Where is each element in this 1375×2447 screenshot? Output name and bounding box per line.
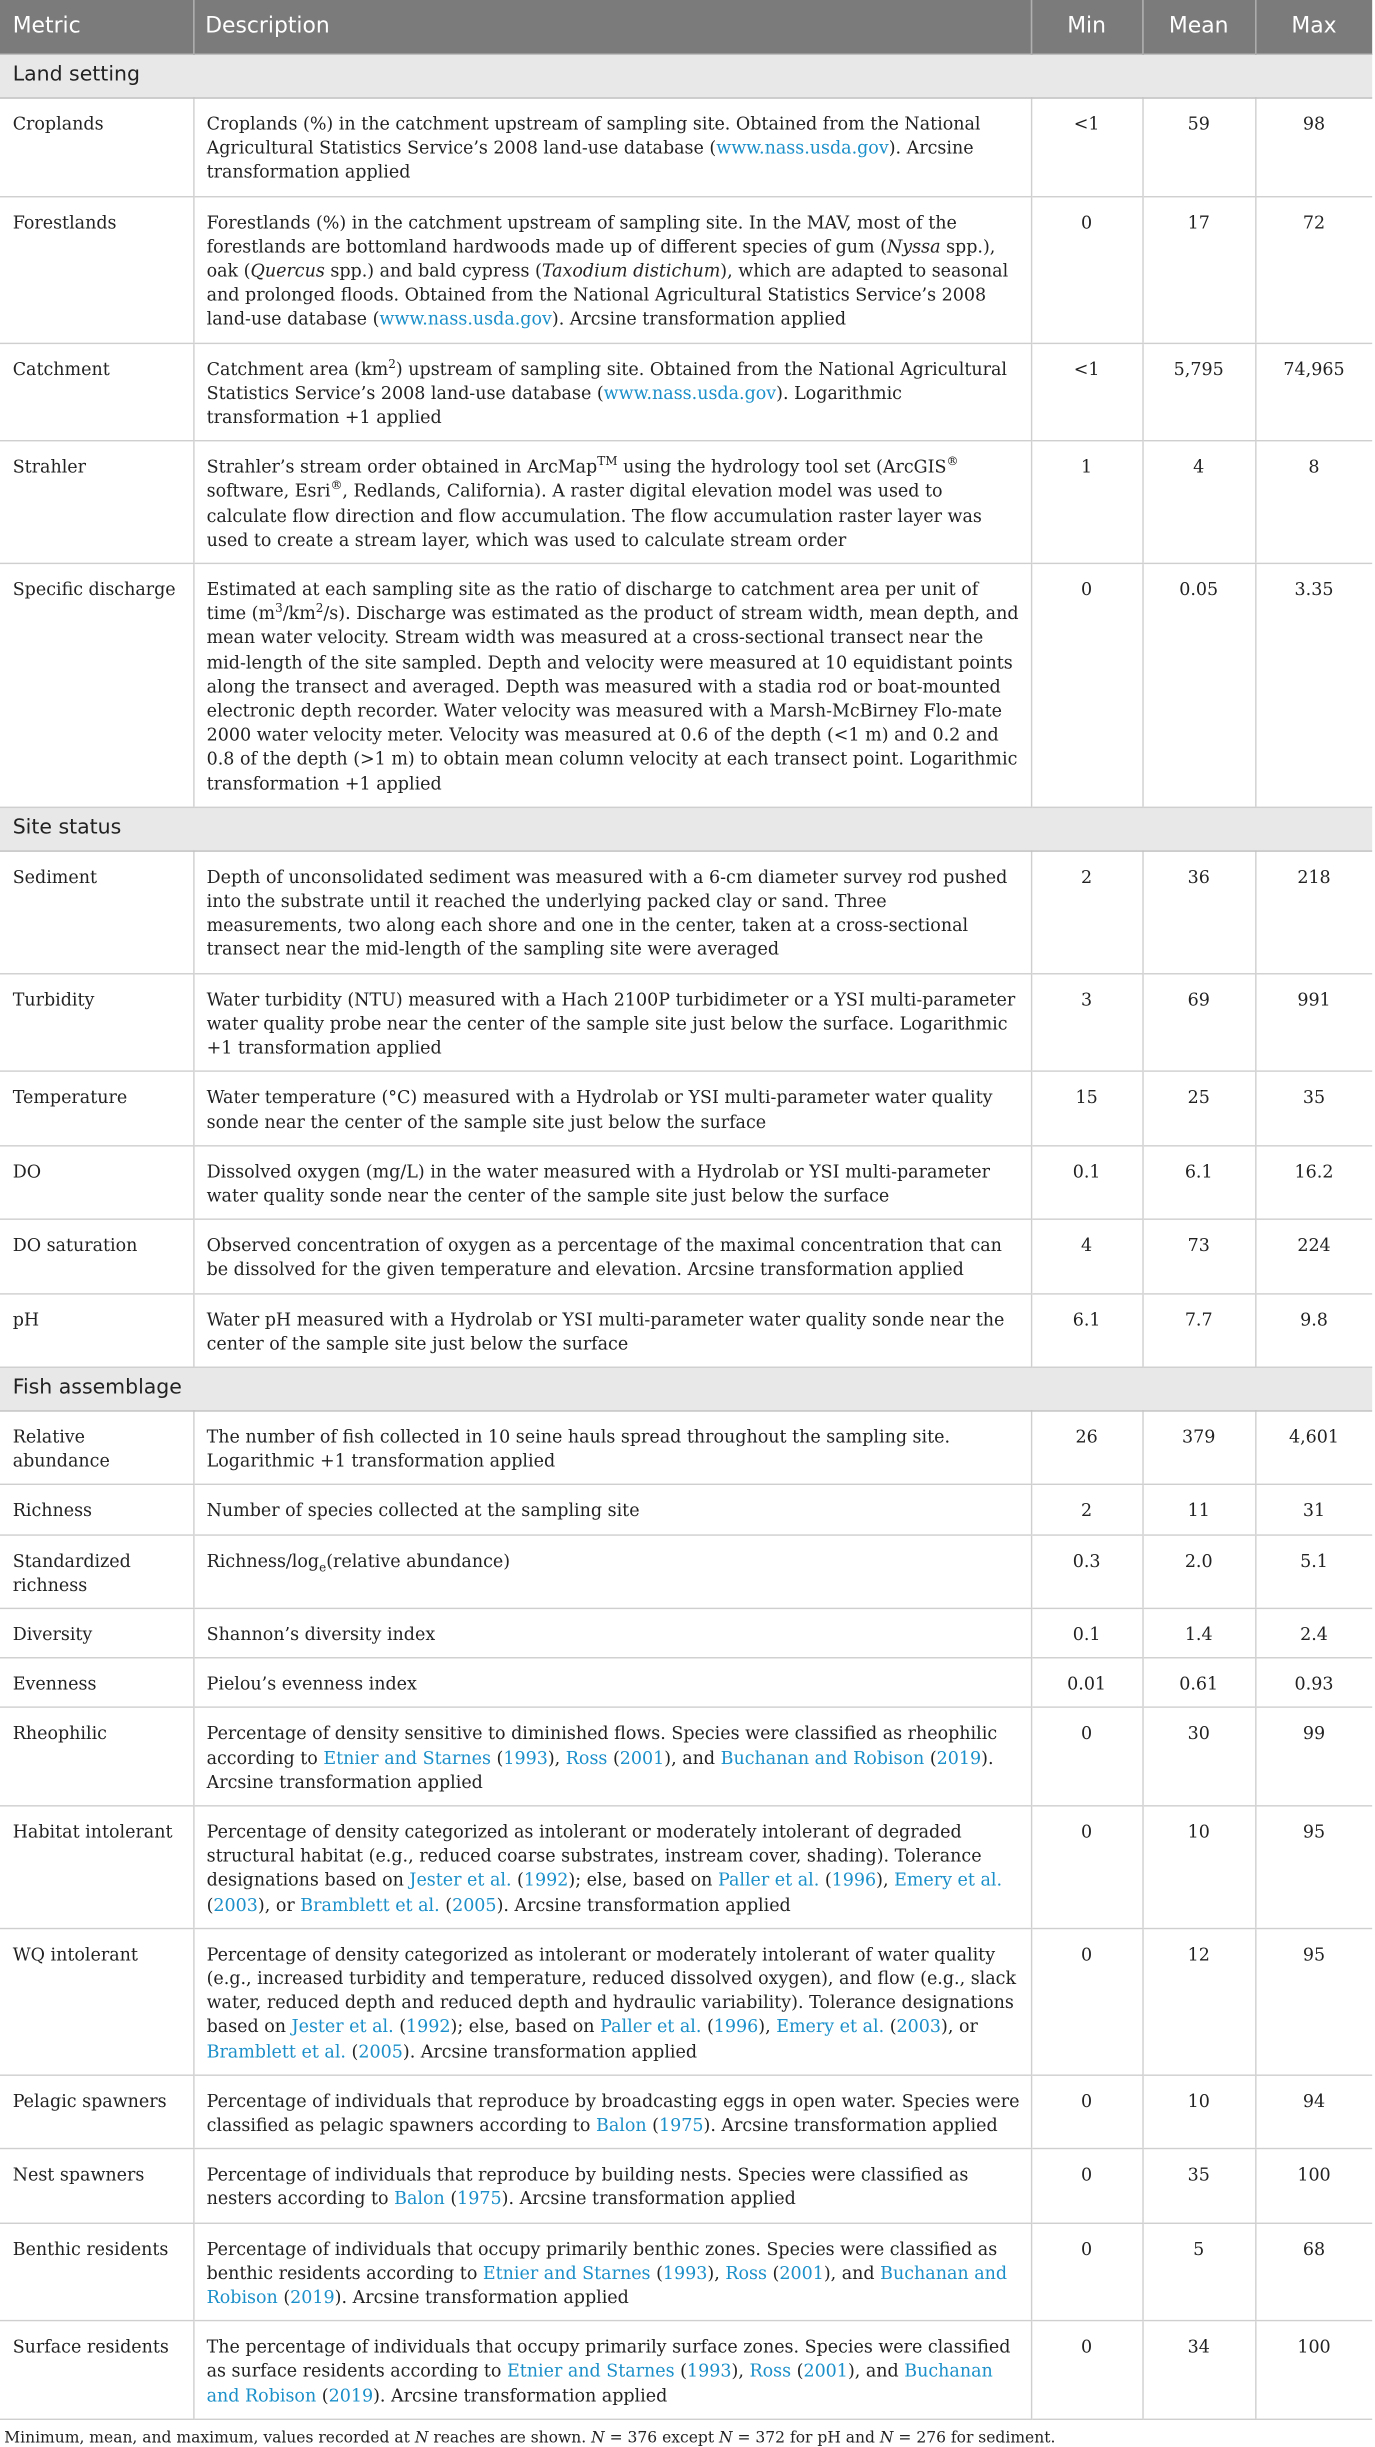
metric-cell: Turbidity (0, 973, 193, 1071)
mean-cell: 11 (1142, 1485, 1255, 1535)
citation-link[interactable]: Ross (565, 1746, 608, 1768)
text-run: ( (277, 2286, 291, 2308)
max-cell: 95 (1255, 1928, 1372, 2075)
max-cell: 2.4 (1255, 1608, 1372, 1658)
text-run: The number of fish collected in 10 seine hauls spread throughout the sampling site. Logarithmic +1 transformation applied (206, 1425, 951, 1472)
table-row (0, 1293, 1372, 1367)
text-run: ) upstream of sampling site. Obtained from the National Agricultural Statistics Service’s 2008 land-use database ( (206, 357, 1008, 404)
header-description: Description (193, 0, 1031, 54)
text-run: ( (393, 2015, 407, 2037)
description-cell (193, 1534, 1031, 1608)
citation-link[interactable]: Ross (749, 2359, 792, 2382)
header-min: Min (1031, 0, 1142, 54)
metric-cell: Nest spawners (0, 2149, 193, 2223)
text-run: ), (707, 2261, 726, 2283)
metric-cell: Pelagic spawners (0, 2075, 193, 2149)
metric-cell: Standardized richness (0, 1534, 193, 1608)
table-row (0, 1072, 1372, 1146)
citation-link[interactable]: Etnier and Starnes (323, 1746, 491, 1768)
citation-link[interactable]: 1993 (503, 1746, 548, 1768)
text-run: ). Arcsine transformation applied (373, 2384, 668, 2406)
text-run: = 376 except (604, 2428, 719, 2447)
citation-link[interactable]: 2019 (328, 2384, 374, 2406)
metric-cell: Surface residents (0, 2321, 193, 2419)
citation-link[interactable]: Ross (725, 2261, 767, 2283)
text-run: ). Arcsine transformation applied (551, 308, 847, 330)
text-run: ), or (257, 1893, 301, 1915)
max-cell: 9.8 (1255, 1293, 1372, 1367)
citation-link[interactable]: 2005 (358, 2040, 403, 2062)
table-row (0, 1608, 1372, 1658)
text-run: Taxodium distichum (541, 259, 721, 281)
max-cell: 35 (1255, 1072, 1372, 1146)
table-row (0, 343, 1372, 441)
min-cell: 0 (1031, 2321, 1142, 2419)
citation-link[interactable]: 2003 (213, 1893, 258, 1915)
text-run: Number of species collected at the sampling site (206, 1499, 640, 1521)
description-cell (193, 1219, 1031, 1293)
metric-cell: Evenness (0, 1658, 193, 1708)
text-run: 2 (315, 602, 324, 617)
table-row (0, 1145, 1372, 1219)
text-run: ), (547, 1746, 566, 1768)
text-run: ). Arcsine transformation applied (703, 2113, 998, 2136)
table-header (0, 0, 1372, 54)
max-cell: 100 (1255, 2149, 1372, 2223)
metric-cell: Rheophilic (0, 1708, 193, 1806)
text-run: ), which are adapted to seasonal and prolonged floods. Obtained from the National Agricultural Statistics Service’s 2008 land-use database ( (206, 259, 1009, 330)
citation-link[interactable]: Paller et al. (717, 1869, 820, 1891)
min-cell: 6.1 (1031, 1293, 1142, 1367)
min-cell: 0 (1031, 2075, 1142, 2149)
citation-link[interactable]: Balon (394, 2187, 445, 2210)
description-cell (193, 1485, 1031, 1535)
section-row (0, 54, 1372, 98)
citation-link[interactable]: Paller et al. (600, 2015, 702, 2037)
text-run: ). Arcsine transformation applied (206, 1746, 994, 1793)
text-run: ( (439, 1893, 453, 1915)
header-mean: Mean (1142, 0, 1255, 54)
text-run: 2 (388, 357, 396, 372)
max-cell: 218 (1255, 851, 1372, 973)
citation-link[interactable]: Etnier and Starnes (482, 2261, 651, 2283)
text-run: = 372 for pH and (732, 2428, 880, 2447)
table-row (0, 973, 1372, 1071)
text-run: Water pH measured with a Hydrolab or YSI multi-parameter water quality sonde near the center of the sample site just below the surface (206, 1308, 1005, 1354)
min-cell: 2 (1031, 851, 1142, 973)
description-cell (193, 1806, 1031, 1928)
text-run: software, Esri (206, 480, 331, 502)
text-run: ), (731, 2359, 750, 2382)
section-title: Site status (0, 807, 1372, 851)
citation-link[interactable]: Jester et al. (291, 2015, 394, 2037)
mean-cell: 4 (1142, 441, 1255, 563)
section-row (0, 1367, 1372, 1411)
mean-cell: 379 (1142, 1411, 1255, 1485)
description-cell (193, 2321, 1031, 2419)
citation-link[interactable]: Buchanan and Robison (206, 2261, 1008, 2308)
citation-link[interactable]: www.nass.usda.gov (379, 308, 552, 330)
text-run: ), (876, 1869, 895, 1891)
metric-cell: Forestlands (0, 196, 193, 343)
text-run: ( (345, 2040, 359, 2062)
text-run: ), and (664, 1746, 721, 1768)
text-run: ). Arcsine transformation applied (206, 137, 974, 183)
metric-cell: Habitat intolerant (0, 1806, 193, 1928)
text-run: Quercus (250, 259, 325, 281)
text-run: , Redlands, California). A raster digital elevation model was used to calculate flow direction and flow accumulation. The flow accumulation raster layer was used to create a stream layer, which was used to calculate stream order (206, 480, 982, 550)
table-row (0, 2223, 1372, 2321)
mean-cell: 10 (1142, 2075, 1255, 2149)
section-row (0, 807, 1372, 851)
citation-link[interactable]: 2003 (896, 2015, 942, 2037)
min-cell: 0 (1031, 196, 1142, 343)
metric-cell: DO (0, 1145, 193, 1219)
description-cell (193, 851, 1031, 973)
description-cell (193, 1293, 1031, 1367)
mean-cell: 0.61 (1142, 1658, 1255, 1708)
citation-link[interactable]: Buchanan and Robison (720, 1746, 925, 1768)
citation-link[interactable]: Bramblett et al. (300, 1893, 440, 1915)
text-run: ( (650, 2261, 663, 2283)
citation-link[interactable]: 2001 (779, 2261, 824, 2283)
metric-cell: Benthic residents (0, 2223, 193, 2321)
text-run: ). Logarithmic transformation +1 applied (206, 381, 902, 428)
text-run: Croplands (%) in the catchment upstream of sampling site. Obtained from the National Agricultural Statistics Service’s 2008 land-use database ( (206, 112, 981, 159)
metric-cell: Croplands (0, 98, 193, 196)
table-row (0, 1928, 1372, 2075)
text-run: ( (701, 2015, 714, 2037)
min-cell: 0 (1031, 2223, 1142, 2321)
max-cell: 224 (1255, 1219, 1372, 1293)
text-run: Percentage of individuals that reproduce by broadcasting eggs in open water. Species were classified as pelagic spawners according to (206, 2089, 1020, 2136)
min-cell: 0 (1031, 563, 1142, 807)
max-cell: 74,965 (1255, 343, 1372, 441)
mean-cell: 0.05 (1142, 563, 1255, 807)
metric-cell: Diversity (0, 1608, 193, 1658)
text-run: N (718, 2428, 733, 2447)
metric-cell: Strahler (0, 441, 193, 563)
min-cell: 1 (1031, 441, 1142, 563)
metric-cell: DO saturation (0, 1219, 193, 1293)
table-row (0, 441, 1372, 563)
table-row (0, 1534, 1372, 1608)
description-cell (193, 1658, 1031, 1708)
mean-cell: 12 (1142, 1928, 1255, 2075)
text-run: ( (924, 1746, 937, 1768)
mean-cell: 34 (1142, 2321, 1255, 2419)
table-row (0, 1708, 1372, 1806)
max-cell: 98 (1255, 98, 1372, 196)
max-cell: 72 (1255, 196, 1372, 343)
text-run: ). Arcsine transformation applied (501, 2187, 796, 2210)
text-run: Minimum, mean, and maximum, values recorded at (4, 2428, 415, 2447)
citation-link[interactable]: 1992 (523, 1869, 569, 1891)
max-cell: 68 (1255, 2223, 1372, 2321)
metric-cell: Richness (0, 1485, 193, 1535)
mean-cell: 7.7 (1142, 1293, 1255, 1367)
mean-cell: 36 (1142, 851, 1255, 973)
mean-cell: 69 (1142, 973, 1255, 1071)
mean-cell: 2.0 (1142, 1534, 1255, 1608)
mean-cell: 17 (1142, 196, 1255, 343)
description-cell (193, 343, 1031, 441)
text-run: Water temperature (°C) measured with a Hydrolab or YSI multi-parameter water quality sonde near the center of the sample site just below the surface (206, 1086, 993, 1132)
table-row (0, 1806, 1372, 1928)
text-run: ( (607, 1746, 620, 1768)
text-run: N (414, 2428, 429, 2447)
text-run: Catchment area (km (206, 357, 389, 379)
mean-cell: 1.4 (1142, 1608, 1255, 1658)
header-row (0, 0, 1372, 54)
description-cell (193, 1928, 1031, 2075)
min-cell: 4 (1031, 1219, 1142, 1293)
mean-cell: 5,795 (1142, 343, 1255, 441)
text-run: = 276 for sediment. (893, 2428, 1056, 2447)
text-run: /s). Discharge was estimated as the product of stream width, mean depth, and mean water velocity. Stream width was measured at a cross-sectional transect near the mid-length of the site sampled. Depth and velocity were measured at 10 equidistant points along the transect and averaged. Depth was measured with a stadia rod or boat-mounted electronic depth recorder. Water velocity was measured with a Marsh-McBirney Flo-mate 2000 water velocity meter. Velocity was measured at 0.6 of the depth (<1 m) and 0.2 and 0.8 of the depth (>1 m) to obtain mean column velocity at each transect point. Logarithmic transformation +1 applied (206, 602, 1019, 794)
max-cell: 5.1 (1255, 1534, 1372, 1608)
text-run: Percentage of density categorized as intolerant or moderately intolerant of water quality (e.g., increased turbidity and temperature, reduced dissolved oxygen), and flow (e.g., slack water, reduced depth and reduced depth and hydraulic variability). Tolerance designations based on (206, 1943, 1017, 2037)
text-run: ® (330, 479, 343, 495)
text-run: TM (597, 455, 618, 470)
mean-cell: 25 (1142, 1072, 1255, 1146)
citation-link[interactable]: 1993 (662, 2261, 708, 2283)
max-cell: 0.93 (1255, 1658, 1372, 1708)
citation-link[interactable]: www.nass.usda.gov (603, 381, 777, 404)
citation-link[interactable]: Bramblett et al. (206, 2040, 346, 2062)
text-run: ), and (823, 2261, 881, 2283)
table-row (0, 2075, 1372, 2149)
text-run: The percentage of individuals that occupy primarily surface zones. Species were classified as surface residents according to (206, 2335, 1011, 2382)
text-run: ( (490, 1746, 504, 1768)
citation-link[interactable]: 2001 (619, 1746, 665, 1768)
max-cell: 3.35 (1255, 563, 1372, 807)
citation-link[interactable]: 1996 (831, 1869, 877, 1891)
min-cell: 2 (1031, 1485, 1142, 1535)
metric-cell: Catchment (0, 343, 193, 441)
text-run: ( (819, 1869, 832, 1891)
min-cell: 0 (1031, 1928, 1142, 2075)
metric-cell: Sediment (0, 851, 193, 973)
text-run: ). Arcsine transformation applied (334, 2286, 629, 2308)
description-cell (193, 441, 1031, 563)
description-cell (193, 563, 1031, 807)
citation-link[interactable]: Buchanan and Robison (206, 2359, 993, 2406)
text-run: spp.) and bald cypress ( (324, 259, 542, 281)
max-cell: 991 (1255, 973, 1372, 1071)
text-run: ( (316, 2384, 329, 2406)
min-cell: 0 (1031, 2149, 1142, 2223)
mean-cell: 6.1 (1142, 1145, 1255, 1219)
description-cell (193, 196, 1031, 343)
text-run: ( (206, 1893, 214, 1915)
min-cell: 3 (1031, 973, 1142, 1071)
metric-cell: Relative abundance (0, 1411, 193, 1485)
citation-link[interactable]: 1993 (687, 2359, 732, 2382)
min-cell: 15 (1031, 1072, 1142, 1146)
min-cell: <1 (1031, 343, 1142, 441)
min-cell: 0 (1031, 1806, 1142, 1928)
text-run: ), or (941, 2015, 978, 2037)
description-cell (193, 1072, 1031, 1146)
metric-cell: WQ intolerant (0, 1928, 193, 2075)
min-cell: 0.01 (1031, 1658, 1142, 1708)
text-run: Percentage of individuals that occupy primarily benthic zones. Species were classified as benthic residents according to (206, 2237, 998, 2283)
text-run: ), (758, 2015, 777, 2037)
max-cell: 94 (1255, 2075, 1372, 2149)
text-run: ( (791, 2359, 804, 2382)
text-run: Percentage of individuals that reproduce by building nests. Species were classified as nesters according to (206, 2163, 969, 2210)
text-run: Percentage of density categorized as intolerant or moderately intolerant of degraded structural habitat (e.g., reduced coarse substrates, instream cover, shading). Tolerance designations based on (206, 1820, 982, 1891)
citation-link[interactable]: 1992 (406, 2015, 451, 2037)
text-run: ( (646, 2113, 660, 2136)
text-run: ( (444, 2187, 458, 2210)
description-cell (193, 2223, 1031, 2321)
text-run: ). Arcsine transformation applied (496, 1893, 791, 1915)
text-run: e (319, 1561, 327, 1576)
text-run: ); else, based on (450, 2015, 601, 2037)
min-cell: 26 (1031, 1411, 1142, 1485)
description-cell (193, 1708, 1031, 1806)
citation-link[interactable]: Balon (595, 2113, 647, 2136)
text-run: 3 (275, 602, 283, 617)
description-cell (193, 98, 1031, 196)
citation-link[interactable]: www.nass.usda.gov (716, 137, 889, 159)
text-run: Estimated at each sampling site as the ratio of discharge to catchment area per unit of time (m (206, 578, 979, 624)
text-run: ), and (847, 2359, 905, 2382)
text-run: ® (946, 455, 959, 470)
max-cell: 95 (1255, 1806, 1372, 1928)
text-run: ). Arcsine transformation applied (402, 2040, 698, 2062)
max-cell: 4,601 (1255, 1411, 1372, 1485)
citation-link[interactable]: 2019 (290, 2286, 335, 2308)
mean-cell: 35 (1142, 2149, 1255, 2223)
text-run: ); else, based on (568, 1869, 718, 1891)
text-run: ( (884, 2015, 897, 2037)
max-cell: 8 (1255, 441, 1372, 563)
text-run: reaches are shown. (428, 2428, 592, 2447)
max-cell: 16.2 (1255, 1145, 1372, 1219)
table-row (0, 1658, 1372, 1708)
text-run: Strahler’s stream order obtained in ArcMap (206, 455, 598, 477)
text-run: ( (766, 2261, 780, 2283)
metric-cell: pH (0, 1293, 193, 1367)
text-run: (relative abundance) (326, 1549, 511, 1571)
min-cell: 0.1 (1031, 1145, 1142, 1219)
table-row (0, 851, 1372, 973)
citation-link[interactable]: Emery et al. (776, 2015, 885, 2037)
mean-cell: 73 (1142, 1219, 1255, 1293)
text-run: Water turbidity (NTU) measured with a Hach 2100P turbidimeter or a YSI multi-parameter water quality probe near the center of the sample site just below the surface. Logarithmic +1 transformation applied (206, 988, 1016, 1058)
text-run: Nyssa (886, 235, 941, 257)
text-run: spp.), oak ( (206, 235, 996, 281)
mean-cell: 5 (1142, 2223, 1255, 2321)
mean-cell: 30 (1142, 1708, 1255, 1806)
description-cell (193, 1411, 1031, 1485)
max-cell: 31 (1255, 1485, 1372, 1535)
table-row (0, 563, 1372, 807)
citation-link[interactable]: 1975 (457, 2187, 502, 2210)
citation-link[interactable]: Emery et al. (894, 1869, 1003, 1891)
citation-link[interactable]: 2005 (452, 1893, 497, 1915)
max-cell: 100 (1255, 2321, 1372, 2419)
table-row (0, 1485, 1372, 1535)
citation-link[interactable]: 1975 (659, 2113, 704, 2136)
description-cell (193, 973, 1031, 1071)
citation-link[interactable]: 1996 (713, 2015, 759, 2037)
mean-cell: 10 (1142, 1806, 1255, 1928)
table-row (0, 196, 1372, 343)
table-row (0, 1411, 1372, 1485)
description-cell (193, 1145, 1031, 1219)
text-run: /km (282, 602, 316, 624)
table-row (0, 2321, 1372, 2419)
text-run: Dissolved oxygen (mg/L) in the water measured with a Hydrolab or YSI multi-parameter water quality sonde near the center of the sample site just below the surface (206, 1160, 991, 1206)
metric-cell: Temperature (0, 1072, 193, 1146)
min-cell: 0 (1031, 1708, 1142, 1806)
table-row (0, 1219, 1372, 1293)
section-title: Land setting (0, 54, 1372, 98)
text-run: Richness/log (206, 1549, 320, 1571)
section-title: Fish assemblage (0, 1367, 1372, 1411)
text-run: ( (674, 2359, 688, 2382)
header-metric: Metric (0, 0, 193, 54)
min-cell: 0.1 (1031, 1608, 1142, 1658)
citation-link[interactable]: Jester et al. (409, 1869, 512, 1891)
text-run: ( (511, 1869, 524, 1891)
description-cell (193, 2075, 1031, 2149)
text-run: Shannon’s diversity index (206, 1623, 436, 1645)
text-run: N (879, 2428, 894, 2447)
max-cell: 99 (1255, 1708, 1372, 1806)
text-run: using the hydrology tool set (ArcGIS (617, 455, 947, 477)
text-run: Depth of unconsolidated sediment was measured with a 6-cm diameter survey rod pushed into the substrate until it reached the underlying packed clay or sand. Three measurements, two along each shore and one in the center, taken at a cross-sectional transect near the mid-length of the sampling site were averaged (206, 865, 1008, 960)
metric-cell: Specific discharge (0, 563, 193, 807)
citation-link[interactable]: 2019 (936, 1746, 982, 1768)
min-cell: <1 (1031, 98, 1142, 196)
citation-link[interactable]: 2001 (803, 2359, 848, 2382)
header-max: Max (1255, 0, 1372, 54)
text-run: Forestlands (%) in the catchment upstream of sampling site. In the MAV, most of the forestlands are bottomland hardwoods made up of different species of gum ( (206, 210, 957, 257)
text-run: Percentage of density sensitive to diminished flows. Species were classified as rheophilic according to (206, 1722, 998, 1768)
table-row (0, 98, 1372, 196)
description-cell (193, 1608, 1031, 1658)
text-run: Observed concentration of oxygen as a percentage of the maximal concentration that can be dissolved for the given temperature and elevation. Arcsine transformation applied (206, 1234, 1002, 1280)
mean-cell: 59 (1142, 98, 1255, 196)
citation-link[interactable]: Etnier and Starnes (507, 2359, 675, 2382)
table-body (0, 54, 1372, 2419)
text-run: Pielou’s evenness index (206, 1672, 417, 1694)
table-footnote (0, 2420, 1375, 2447)
min-cell: 0.3 (1031, 1534, 1142, 1608)
text-run: N (591, 2428, 605, 2447)
